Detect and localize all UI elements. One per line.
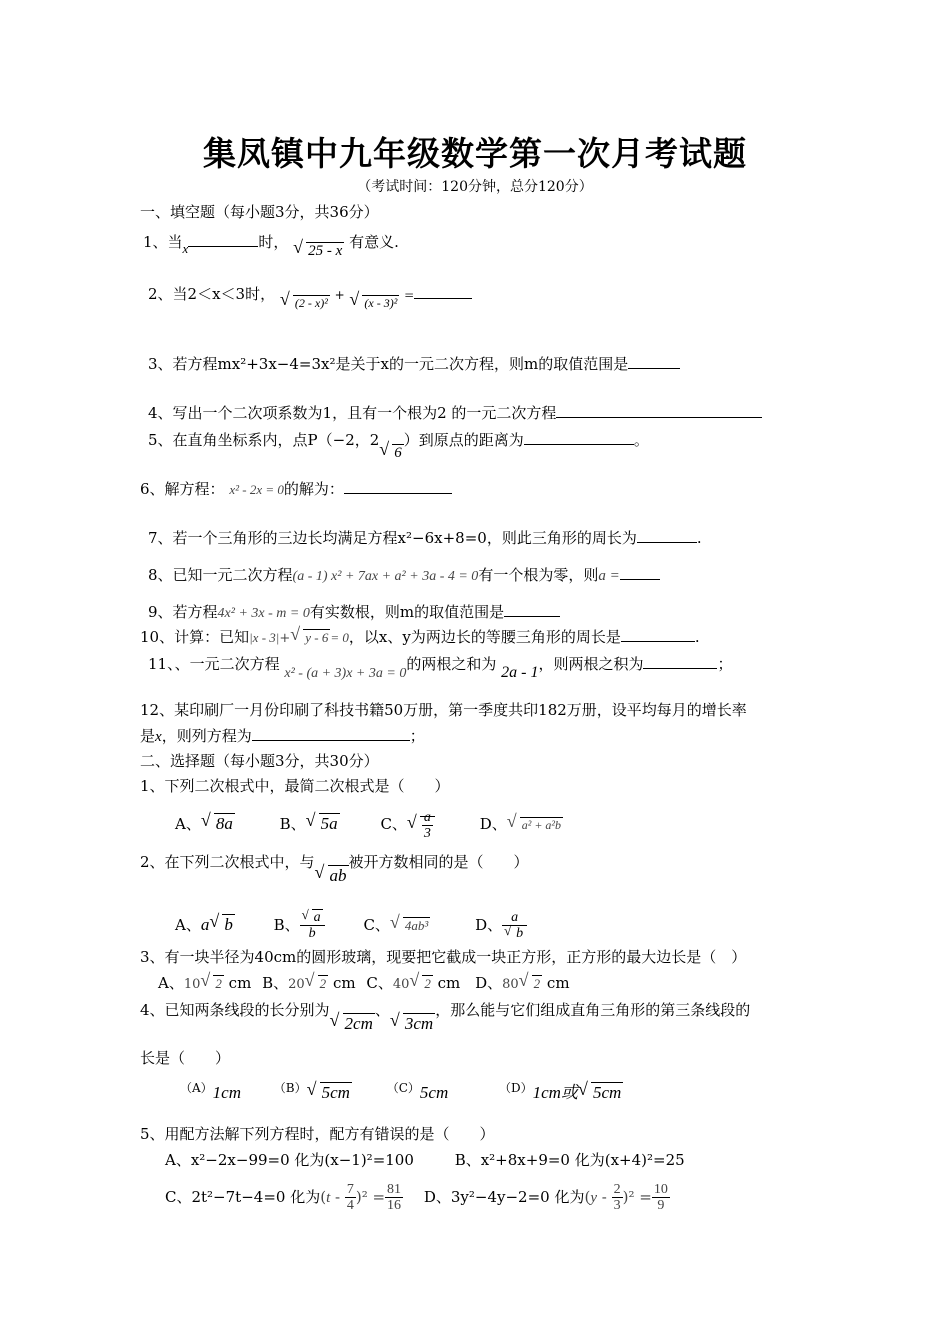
option-c[interactable]: C、2t²−7t−4=0 化为(t - $\frac{7}{4}$ )² = $\frac{81}{16}$ <box>165 1182 402 1213</box>
exam-subtitle: （考试时间：120分钟，总分120分） <box>357 179 593 195</box>
fill-q6: 6、解方程： x² - 2x = 0的解为： <box>140 477 452 500</box>
fill-q8: 8、已知一元二次方程(a - 1) x² + 7ax + a² + 3a - 4 = 0有一个根为零，则a = <box>148 563 660 587</box>
choice-q2-stem: 2、在下列二次根式中，与 √ ab被开方数相同的是（ ） <box>140 853 529 885</box>
page-title: 集凤镇中九年级数学第一次月考试题 <box>203 134 747 173</box>
answer-blank[interactable] <box>628 352 680 369</box>
option-b[interactable]: $^{(B)}$ √ 5cm <box>273 1079 350 1102</box>
choice-q5-row2 <box>165 1182 670 1213</box>
option-c[interactable]: $^{(C)}$5cm <box>386 1081 449 1102</box>
section1-heading: 一、填空题（每小题3分，共36分） <box>140 203 379 221</box>
fill-q9: 9、若方程4x² + 3x - m = 0有实数根，则m的取值范围是 <box>148 600 560 624</box>
option-a[interactable]: $^{(A)}$1cm <box>180 1081 241 1102</box>
fill-q4: 4、写出一个二次项系数为1，且有一个根为2 的一元二次方程 <box>148 401 762 423</box>
answer-blank[interactable] <box>524 428 634 445</box>
choice-q4-stem2: 长是（ ） <box>140 1049 231 1067</box>
option-d[interactable]: D、 √ a² + a²b <box>479 810 562 833</box>
option-a[interactable]: A、a √ b <box>175 910 233 934</box>
option-c[interactable]: C、 √ 4ab³ <box>363 911 429 934</box>
answer-blank[interactable] <box>188 230 258 247</box>
option-b[interactable]: B、 √ a b <box>274 916 325 934</box>
option-b[interactable]: B、x²+8x+9=0 化为(x+4)²=25 <box>454 1151 685 1169</box>
choice-q4-stem: 4、已知两条线段的长分别为 √ 2cm、 √ 3cm，那么能与它们组成直角三角形的第三条线段的 <box>140 1001 751 1033</box>
fill-q1: 1、当x 时， √ 25 - x 有意义. <box>143 230 399 261</box>
choice-q1-stem: 1、下列二次根式中，最简二次根式是（ ） <box>140 777 450 795</box>
answer-blank[interactable] <box>414 282 472 299</box>
fill-q10: 10、计算：已知|x - 3|+ √ y - 6 = 0，以x、y为两边长的等腰三角形的周长是 . <box>140 624 700 646</box>
answer-blank[interactable] <box>252 724 410 741</box>
answer-blank[interactable] <box>621 625 695 642</box>
option-a[interactable]: A、 √ 8a <box>175 809 233 833</box>
fill-q7: 7、若一个三角形的三边长均满足方程x²−6x+8=0，则此三角形的周长为 . <box>148 526 702 548</box>
fill-q11: 11、、一元二次方程 x² - (a + 3)x + 3a = 0的两根之和为 2a - 1，则两根之积为 ； <box>148 652 732 684</box>
choice-q4-options <box>180 1078 623 1103</box>
fill-q12-line2: 是x，则列方程为 ； <box>140 724 425 747</box>
choice-q5-row1 <box>165 1150 685 1170</box>
option-d[interactable]: D、3y²−4y−2=0 化为(y - $\frac{2}{3}$ )² = $\frac{10}{9}$ <box>423 1182 668 1213</box>
option-c[interactable]: C、40 √ 2 cm <box>366 970 461 992</box>
fill-q2: 2、当2＜x＜3时， √ (2 - x)² + √ (x - 3)² = <box>148 282 472 313</box>
choice-q2-options <box>175 907 527 941</box>
choice-q1-options <box>175 810 563 841</box>
option-c[interactable]: C、 √ $\frac{a}{3}$ <box>380 815 434 833</box>
answer-blank[interactable] <box>620 563 660 580</box>
choice-q3-stem: 3、有一块半径为40cm的圆形玻璃，现要把它截成一块正方形，正方形的最大边长是（ ） <box>140 948 747 966</box>
option-b[interactable]: B、 √ 5a <box>279 809 338 833</box>
answer-blank[interactable] <box>637 526 697 543</box>
answer-blank[interactable] <box>643 652 717 669</box>
fill-q12-line1: 12、某印刷厂一月份印刷了科技书籍50万册，第一季度共印182万册，设平均每月的增长率 <box>140 701 747 719</box>
choice-q5-stem: 5、用配方法解下列方程时，配方有错误的是（ ） <box>140 1125 495 1143</box>
fill-q5: 5、在直角坐标系内，点P（−2，2 √ 6）到原点的距离为 。 <box>148 428 649 463</box>
answer-blank[interactable] <box>556 401 762 418</box>
sqrt-expr: √ 25 - x <box>293 237 343 259</box>
option-a[interactable]: A、x²−2x−99=0 化为(x−1)²=100 <box>165 1151 414 1169</box>
option-d[interactable]: $^{(D)}$1cm或 √ 5cm <box>499 1079 622 1102</box>
option-d[interactable]: D、 a √ b <box>475 916 527 934</box>
answer-blank[interactable] <box>504 600 560 617</box>
option-b[interactable]: B、20 √ 2 cm <box>262 970 356 992</box>
answer-blank[interactable] <box>344 477 452 494</box>
option-a[interactable]: A、10 √ 2 cm <box>158 970 252 992</box>
section2-heading: 二、选择题（每小题3分，共30分） <box>140 752 379 770</box>
choice-q3-options <box>158 970 570 995</box>
fill-q3: 3、若方程mx²+3x−4=3x²是关于x的一元二次方程，则m的取值范围是 <box>148 352 680 374</box>
option-d[interactable]: D、80 √ 2 cm <box>475 970 570 992</box>
